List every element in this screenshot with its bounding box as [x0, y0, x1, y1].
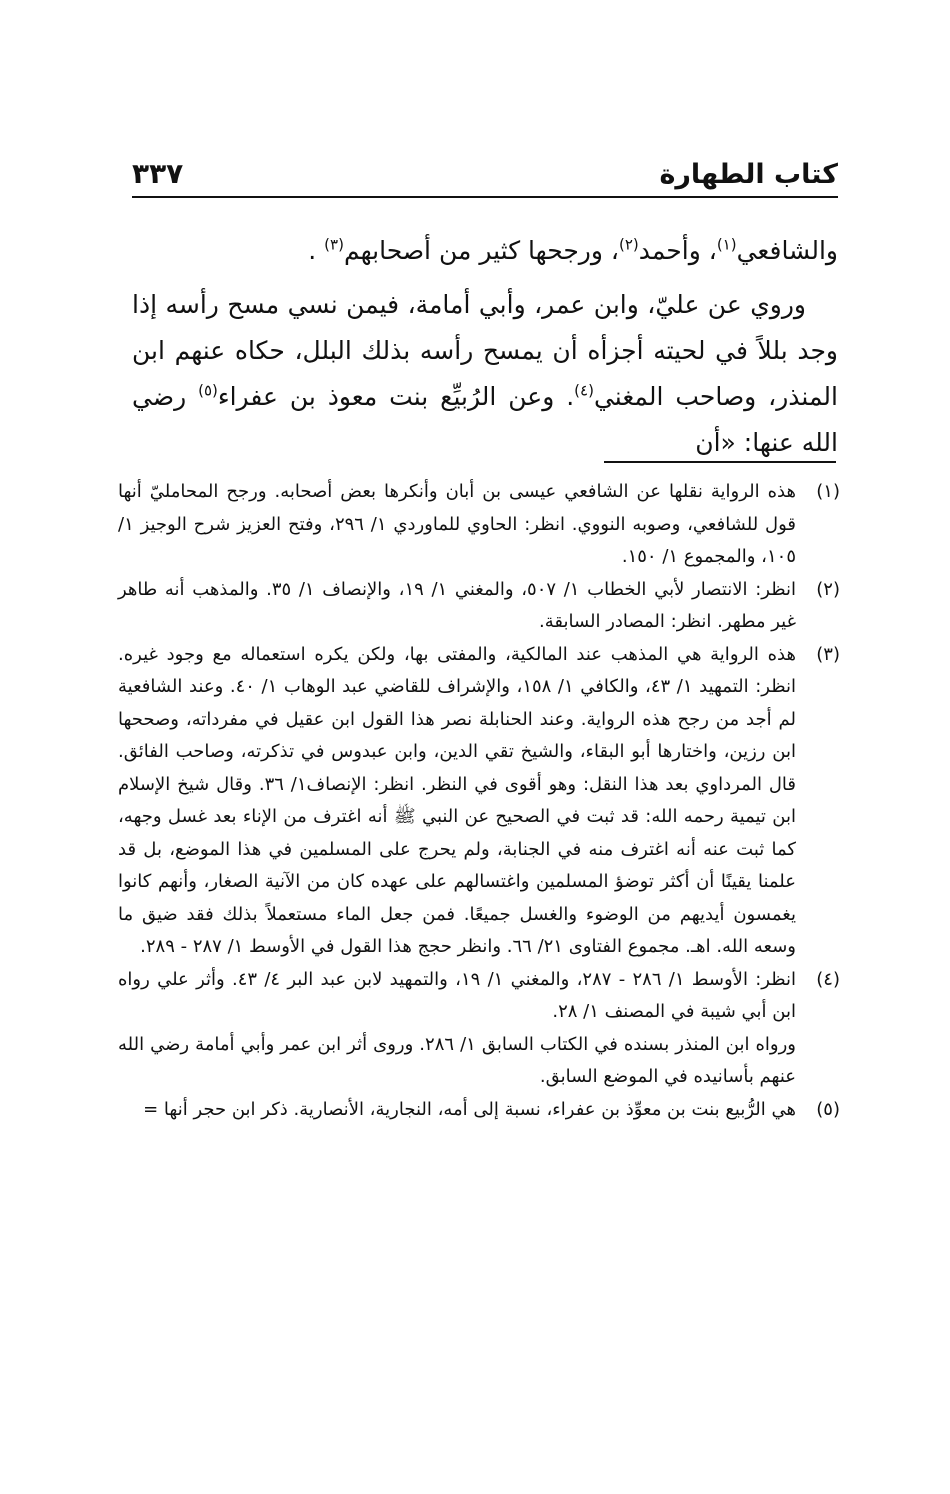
footnote-5: [118, 1094, 840, 1127]
footnote-number: (٤): [816, 968, 840, 990]
body-paragraph-1: [132, 228, 838, 274]
footnote-ref-4[interactable]: (٤): [574, 381, 594, 400]
footnote-number: (١): [816, 481, 840, 502]
page-header: [132, 140, 838, 190]
footnote-4: [118, 964, 840, 1094]
footnote-separator: [604, 461, 836, 463]
footnote-ref-5[interactable]: (٥): [198, 381, 218, 400]
footnote-paragraph: ورواه ابن المنذر بسنده في الكتاب السابق ١/ ٢٨٦. وروى أثر ابن عمر وأبي أمامة رضي الله عنهم بأسانيده في الموضع السابق.: [118, 1033, 796, 1087]
header-rule: [132, 196, 838, 198]
footnote-paragraph: هذه الرواية هي المذهب عند المالكية، والمفتى بها، ولكن يكره استعماله مع وجود غيره. انظر: التمهيد ١/ ٤٣، والكافي ١/ ١٥٨، والإشراف للقاضي عبد الوهاب ١/ ٤٠. وعند الشافعية لم أجد من رجح هذه الرواية. وعند الحنابلة نصر هذا القول ابن عقيل في مفرداته، وصححها ابن رزين، واختارها أبو البقاء، والشيخ تقي الدين، وابن عبدوس في تذكرته، وصاحب الفائق. قال المرداوي بعد هذا النقل: وهو أقوى في النظر. انظر: الإنصاف١/ ٣٦. وقال شيخ الإسلام ابن تيمية رحمه الله: قد ثبت في الصحيح عن النبي ﷺ أنه اغترف من الإناء بعد غسل وجهه، كما ثبت عنه أنه اغترف منه في الجنابة، ولم يحرج على المسلمين في هذا الموضع، بل قد علمنا يقينًا أن أكثر توضؤ المسلمين واغتسالهم على عهده كان من الآنية الصغار، وأنهم كانوا يغمسون أيديهم من الوضوء والغسل جميعًا. فمن جعل الماء مستعملاً بذلك فقد ضيق ما وسعه الله. اهـ. مجموع الفتاوى ٢١/ ٦٦. وانظر حجج هذا القول في الأوسط ١/ ٢٨٧ - ٢٨٩.: [118, 643, 796, 957]
footnote-number: (٥): [816, 1098, 840, 1120]
footnote-paragraph: انظر: الانتصار لأبي الخطاب ١/ ٥٠٧، والمغني ١/ ١٩، والإنصاف ١/ ٣٥. والمذهب أنه طاهر غير مطهر. انظر: المصادر السابقة.: [118, 578, 796, 632]
footnote-ref-1[interactable]: (١): [716, 235, 737, 254]
footnote-text: [118, 1094, 796, 1127]
footnote-paragraph: هي الرُّبيع بنت بن معوِّذ بن عفراء، نسبة إلى أمه، النجارية، الأنصارية. ذكر ابن حجر أنها =: [143, 1098, 796, 1120]
text-run: رضي الله عنها: «أن: [132, 382, 838, 457]
text-run: ، وأحمد: [638, 236, 717, 265]
footnote-text: [118, 964, 796, 1094]
footnotes: [118, 476, 840, 1126]
text-run: .: [308, 236, 325, 265]
footnote-text: [118, 574, 796, 639]
footnote-number: (٢): [816, 578, 840, 600]
footnote-ref-2[interactable]: (٢): [618, 235, 639, 254]
footnote-3: [118, 639, 840, 964]
footnote-2: [118, 574, 840, 639]
footnote-1: [118, 476, 840, 574]
footnote-text: [118, 639, 796, 964]
footnote-paragraph: انظر: الأوسط ١/ ٢٨٦ - ٢٨٧، والمغني ١/ ١٩، والتمهيد لابن عبد البر ٤/ ٤٣. وأثر علي رواه ابن أبي شيبة في المصنف ١/ ٢٨.: [118, 968, 796, 1022]
main-text: [132, 228, 838, 466]
text-run: . وعن الرُبيِّع بنت معوذ بن عفراء: [217, 382, 575, 411]
footnote-paragraph: هذه الرواية نقلها عن الشافعي عيسى بن أبان وأنكرها بعض أصحابه. ورجح المحامليّ أنها قول للشافعي، وصوبه النووي. انظر: الحاوي للماوردي ١/ ٢٩٦، وفتح العزيز شرح الوجيز ١/ ١٠٥، والمجموع ١/ ١٥٠.: [118, 481, 796, 567]
text-run: ، ورجحها كثير من أصحابهم: [343, 236, 619, 265]
footnote-ref-3[interactable]: (٣): [324, 235, 344, 254]
footnote-text: [118, 476, 796, 574]
text-run: وروي عن عليّ، وابن عمر، وأبي أمامة، فيمن نسي مسح رأسه إذا وجد بللاً في لحيته أجزأه أن يمسح رأسه بذلك البلل، حكاه عنهم ابن المنذر، وصاحب المغني: [132, 290, 838, 411]
footnote-number: (٣): [816, 643, 840, 665]
book-title: كتاب الطهارة: [659, 159, 838, 190]
body-paragraph-2: [132, 282, 838, 466]
page-number: ٣٣٧: [132, 157, 184, 190]
text-run: والشافعي: [736, 236, 838, 265]
